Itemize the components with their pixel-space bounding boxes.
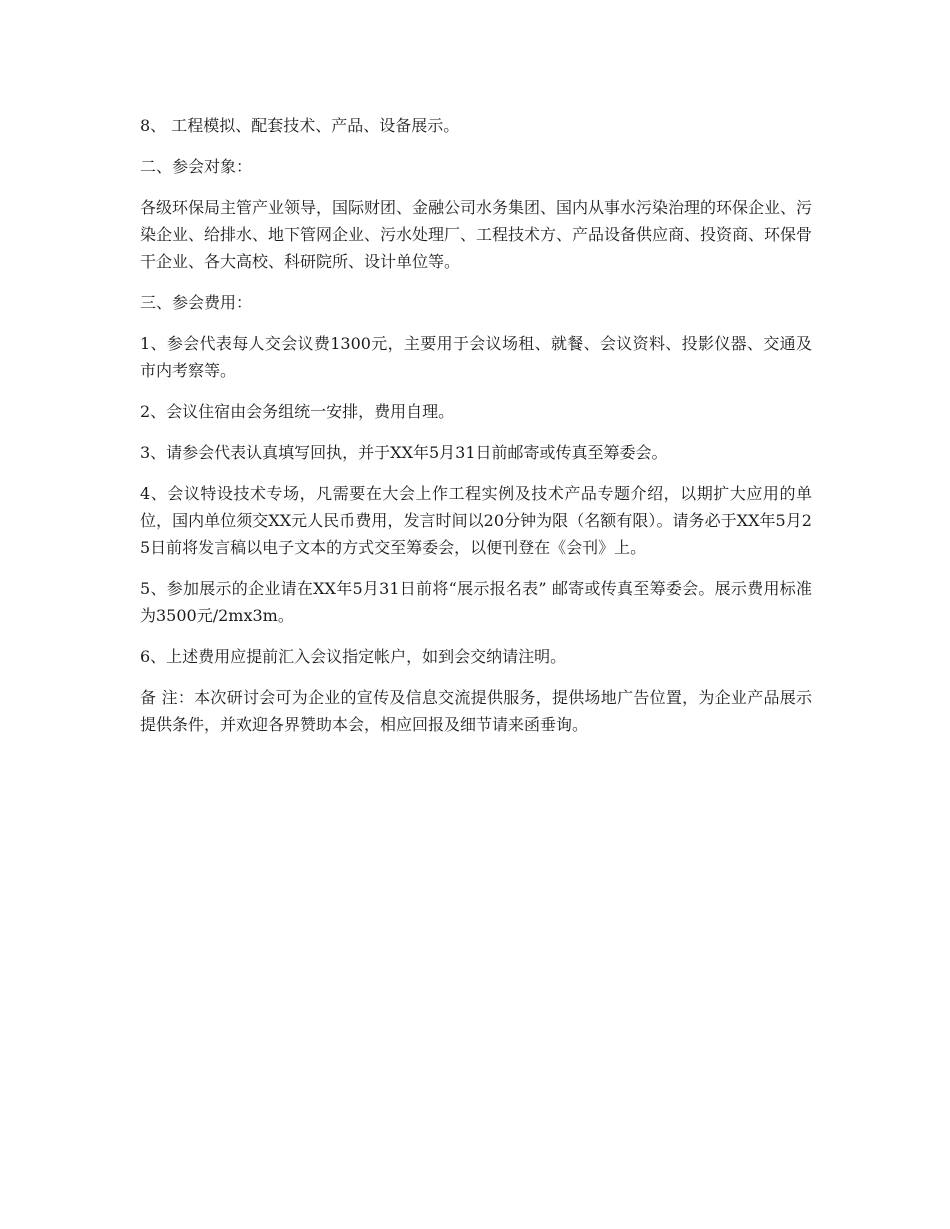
item-8-exhibition: 8、 工程模拟、配套技术、产品、设备展示。 <box>140 116 460 135</box>
fee-item-1: 1、参会代表每人交会议费1300元，主要用于会议场租、就餐、会议资料、投影仪器、交通及市内考察等。 <box>140 334 812 380</box>
fee-item-2: 2、会议住宿由会务组统一安排，费用自理。 <box>140 402 455 421</box>
participants-paragraph: 各级环保局主管产业领导，国际财团、金融公司水务集团、国内从事水污染治理的环保企业、污染企业、给排水、地下管网企业、污水处理厂、工程技术方、产品设备供应商、投资商、环保骨干企业、各大高校、科研院所、设计单位等。 <box>140 198 813 271</box>
fee-item-4: 4、会议特设技术专场，凡需要在大会上作工程实例及技术产品专题介绍，以期扩大应用的单位，国内单位须交XX元人民币费用，发言时间以20分钟为限（名额有限）。请务必于XX年5月25日前将发言稿以电子文本的方式交至筹委会，以便刊登在《会刊》上。 <box>140 484 812 557</box>
remarks-paragraph: 备 注：本次研讨会可为企业的宣传及信息交流提供服务，提供场地广告位置，为企业产品展示提供条件，并欢迎各界赞助本会，相应回报及细节请来函垂询。 <box>140 688 812 734</box>
section-heading-fees: 三、参会费用： <box>140 293 253 312</box>
fee-item-5: 5、参加展示的企业请在XX年5月31日前将“展示报名表” 邮寄或传真至筹委会。展示费用标准为3500元/2mx3m。 <box>140 579 812 625</box>
fee-item-6: 6、上述费用应提前汇入会议指定帐户，如到会交纳请注明。 <box>140 647 567 666</box>
section-heading-participants: 二、参会对象： <box>140 157 253 176</box>
document-body <box>140 112 812 752</box>
fee-item-3: 3、请参会代表认真填写回执，并于XX年5月31日前邮寄或传真至筹委会。 <box>140 443 668 462</box>
